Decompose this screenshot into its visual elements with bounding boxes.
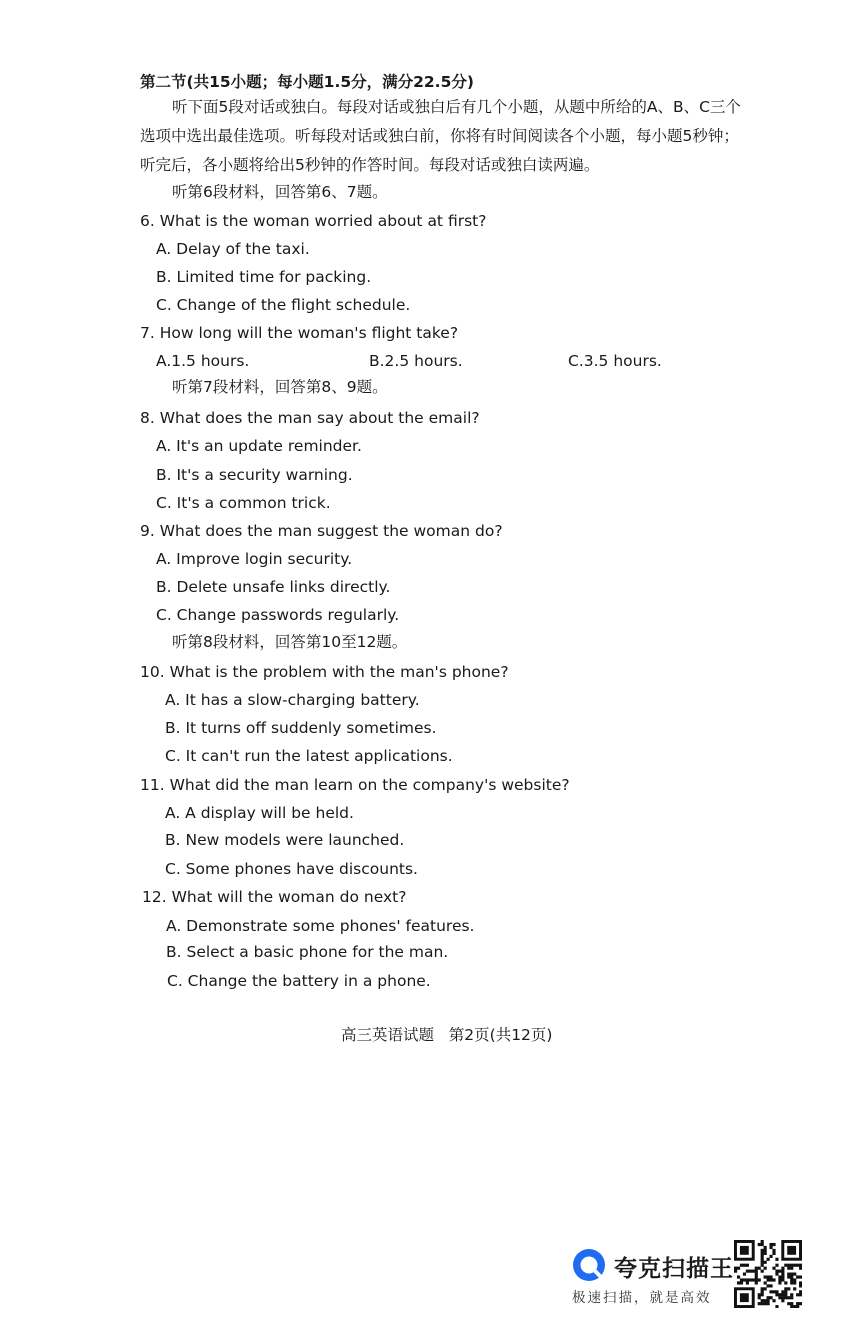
answer-option: A. It's an update reminder. bbox=[156, 437, 362, 455]
answer-option: C. Change of the flight schedule. bbox=[156, 296, 411, 314]
page-footer: 高三英语试题 第2页(共12页) bbox=[341, 1026, 553, 1044]
answer-option: B. Limited time for packing. bbox=[156, 268, 372, 286]
question-stem: 12. What will the woman do next? bbox=[142, 888, 407, 906]
answer-option: C. It's a common trick. bbox=[156, 494, 331, 512]
instructions-line-2: 选项中选出最佳选项。听每段对话或独白前，你将有时间阅读各个小题，每小题5秒钟； bbox=[140, 127, 739, 145]
answer-option: A. Demonstrate some phones' features. bbox=[166, 917, 475, 935]
instructions-line-3: 听完后，各小题将给出5秒钟的作答时间。每段对话或独白读两遍。 bbox=[140, 156, 600, 174]
answer-option: C. Change the battery in a phone. bbox=[167, 972, 431, 990]
answer-option: A.1.5 hours. bbox=[156, 352, 250, 370]
answer-option: C. Some phones have discounts. bbox=[165, 860, 418, 878]
answer-option: A. A display will be held. bbox=[165, 804, 354, 822]
answer-option: B. Select a basic phone for the man. bbox=[166, 943, 449, 961]
question-stem: 8. What does the man say about the email? bbox=[140, 409, 480, 427]
answer-option: B.2.5 hours. bbox=[369, 352, 463, 370]
answer-option: C.3.5 hours. bbox=[568, 352, 662, 370]
answer-option: C. Change passwords regularly. bbox=[156, 606, 400, 624]
brand-name: 夸克扫描王 bbox=[614, 1256, 734, 1282]
scanner-brand bbox=[570, 1242, 734, 1312]
group-intro: 听第8段材料，回答第10至12题。 bbox=[172, 633, 408, 651]
instructions-line-1: 听下面5段对话或独白。每段对话或独白后有几个小题，从题中所给的A、B、C三个 bbox=[172, 98, 741, 116]
answer-option: A. It has a slow-charging battery. bbox=[165, 691, 420, 709]
answer-option: C. It can't run the latest applications. bbox=[165, 747, 453, 765]
question-stem: 7. How long will the woman's flight take? bbox=[140, 324, 459, 342]
answer-option: A. Delay of the taxi. bbox=[156, 240, 310, 258]
answer-option: B. Delete unsafe links directly. bbox=[156, 578, 391, 596]
answer-option: A. Improve login security. bbox=[156, 550, 353, 568]
qr-code-icon bbox=[734, 1240, 802, 1308]
quark-logo-icon bbox=[572, 1248, 606, 1282]
question-stem: 10. What is the problem with the man's phone? bbox=[140, 663, 509, 681]
brand-slogan: 极速扫描，就是高效 bbox=[572, 1290, 712, 1306]
group-intro: 听第7段材料，回答第8、9题。 bbox=[172, 378, 388, 396]
question-stem: 11. What did the man learn on the company's website? bbox=[140, 776, 570, 794]
answer-option: B. It's a security warning. bbox=[156, 466, 353, 484]
question-stem: 6. What is the woman worried about at first? bbox=[140, 212, 487, 230]
question-stem: 9. What does the man suggest the woman do? bbox=[140, 522, 503, 540]
section-heading: 第二节(共15小题；每小题1.5分，满分22.5分) bbox=[140, 73, 474, 91]
group-intro: 听第6段材料，回答第6、7题。 bbox=[172, 183, 388, 201]
answer-option: B. New models were launched. bbox=[165, 831, 405, 849]
answer-option: B. It turns off suddenly sometimes. bbox=[165, 719, 437, 737]
